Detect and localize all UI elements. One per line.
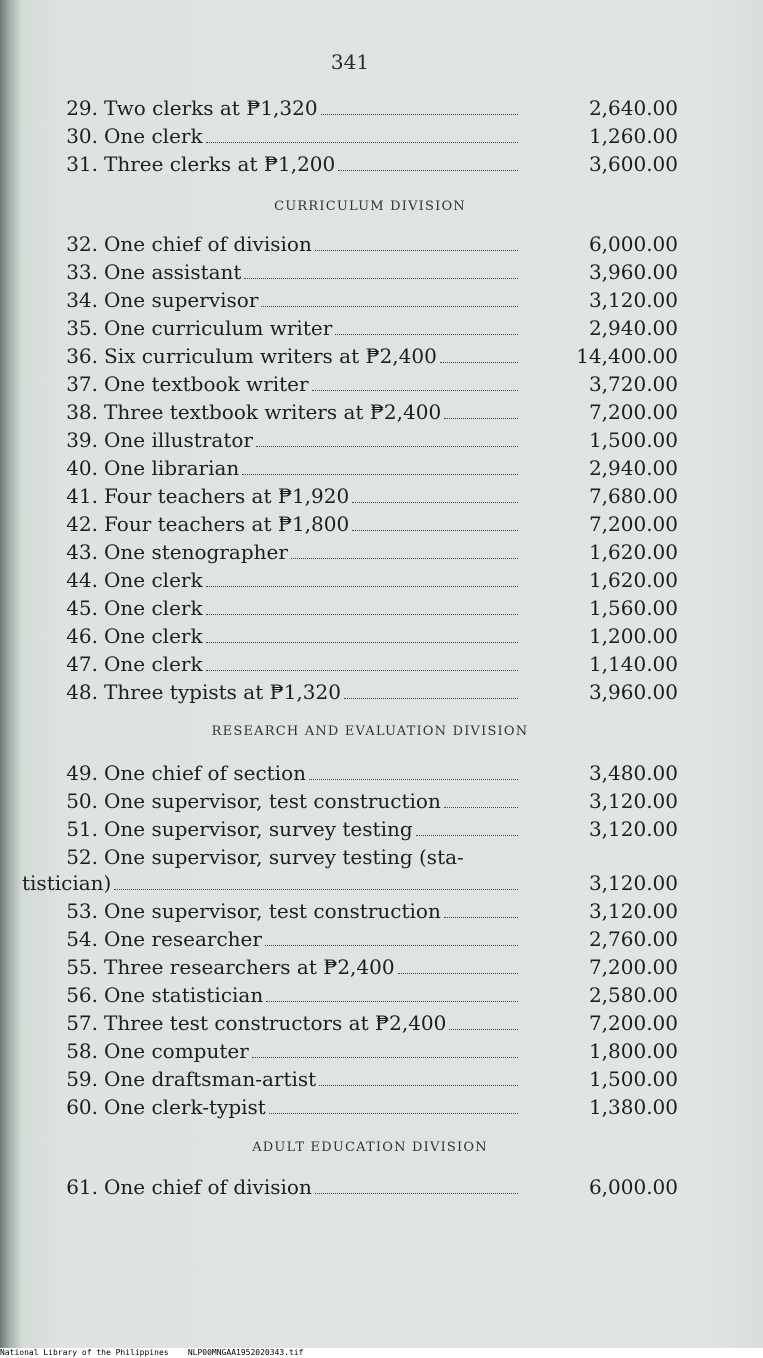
item-number: 61. bbox=[66, 1175, 98, 1199]
dot-leader bbox=[269, 1096, 518, 1114]
line-item bbox=[0, 566, 763, 594]
line-item bbox=[0, 1093, 763, 1121]
item-description: Three researchers at ₱2,400 bbox=[104, 955, 395, 979]
dot-leader bbox=[449, 1012, 518, 1030]
item-number: 59. bbox=[66, 1067, 98, 1091]
item-description: One illustrator bbox=[104, 428, 253, 452]
line-item bbox=[0, 622, 763, 650]
dot-leader bbox=[252, 1040, 518, 1058]
item-amount: 3,120.00 bbox=[588, 817, 678, 841]
item-description-continued: tistician) bbox=[22, 871, 112, 895]
dot-leader bbox=[315, 233, 518, 251]
item-amount: 1,500.00 bbox=[588, 428, 678, 452]
line-item bbox=[0, 759, 763, 787]
item-description: One draftsman-artist bbox=[104, 1067, 317, 1091]
item-number: 47. bbox=[66, 652, 98, 676]
item-amount: 3,120.00 bbox=[588, 789, 678, 813]
item-number: 48. bbox=[66, 680, 98, 704]
dot-leader bbox=[344, 681, 518, 699]
item-description: One clerk bbox=[104, 124, 203, 148]
line-item bbox=[0, 1037, 763, 1065]
item-description: One clerk bbox=[104, 596, 203, 620]
item-amount: 3,720.00 bbox=[588, 372, 678, 396]
dot-leader bbox=[416, 818, 518, 836]
dot-leader bbox=[315, 1176, 518, 1194]
line-item bbox=[0, 94, 763, 122]
item-amount: 2,940.00 bbox=[588, 316, 678, 340]
item-description: One clerk bbox=[104, 652, 203, 676]
item-amount: 1,140.00 bbox=[588, 652, 678, 676]
line-item bbox=[0, 594, 763, 622]
item-amount: 3,960.00 bbox=[588, 680, 678, 704]
item-number: 57. bbox=[66, 1011, 98, 1035]
item-number: 41. bbox=[66, 484, 98, 508]
dot-leader bbox=[266, 984, 518, 1002]
line-item bbox=[0, 1009, 763, 1037]
item-amount: 2,580.00 bbox=[588, 983, 678, 1007]
item-description: One researcher bbox=[104, 927, 262, 951]
item-amount: 3,960.00 bbox=[588, 260, 678, 284]
dot-leader bbox=[319, 1068, 518, 1086]
item-number: 30. bbox=[66, 124, 98, 148]
line-item bbox=[0, 426, 763, 454]
line-item bbox=[0, 897, 763, 925]
item-amount: 2,760.00 bbox=[588, 927, 678, 951]
item-description: One supervisor bbox=[104, 288, 259, 312]
item-description: One curriculum writer bbox=[104, 316, 333, 340]
item-number: 45. bbox=[66, 596, 98, 620]
item-number: 53. bbox=[66, 899, 98, 923]
heading-research-division: RESEARCH AND EVALUATION DIVISION bbox=[211, 724, 529, 739]
item-amount: 14,400.00 bbox=[576, 344, 678, 368]
item-description: One computer bbox=[104, 1039, 249, 1063]
line-item bbox=[0, 538, 763, 566]
item-number: 50. bbox=[66, 789, 98, 813]
item-description: One chief of division bbox=[104, 1175, 312, 1199]
item-number: 38. bbox=[66, 400, 98, 424]
dot-leader bbox=[206, 625, 518, 643]
item-description: One clerk bbox=[104, 624, 203, 648]
item-description: One clerk-typist bbox=[104, 1095, 266, 1119]
dot-leader bbox=[398, 956, 518, 974]
line-item bbox=[0, 454, 763, 482]
item-number: 29. bbox=[66, 96, 98, 120]
line-item-52-continued bbox=[0, 869, 763, 897]
line-item bbox=[0, 1065, 763, 1093]
dot-leader bbox=[312, 373, 518, 391]
item-description: Two clerks at ₱1,320 bbox=[104, 96, 318, 120]
item-amount: 2,940.00 bbox=[588, 456, 678, 480]
line-item bbox=[0, 230, 763, 258]
dot-leader bbox=[206, 125, 518, 143]
line-item bbox=[0, 398, 763, 426]
dot-leader bbox=[256, 429, 518, 447]
dot-leader bbox=[206, 653, 518, 671]
item-description: Three clerks at ₱1,200 bbox=[104, 152, 336, 176]
scan-footer bbox=[0, 1348, 763, 1358]
item-description: One stenographer bbox=[104, 540, 288, 564]
item-number: 33. bbox=[66, 260, 98, 284]
item-amount: 3,120.00 bbox=[588, 288, 678, 312]
item-amount: 1,380.00 bbox=[588, 1095, 678, 1119]
item-number: 43. bbox=[66, 540, 98, 564]
item-amount: 7,200.00 bbox=[588, 955, 678, 979]
line-item bbox=[0, 981, 763, 1009]
item-description: One chief of section bbox=[104, 761, 307, 785]
dot-leader bbox=[321, 97, 518, 115]
item-description: One statistician bbox=[104, 983, 264, 1007]
item-description: One supervisor, survey testing (sta- bbox=[104, 845, 464, 869]
item-number: 37. bbox=[66, 372, 98, 396]
dot-leader bbox=[444, 790, 518, 808]
line-item bbox=[0, 482, 763, 510]
item-number: 54. bbox=[66, 927, 98, 951]
item-description: Four teachers at ₱1,800 bbox=[104, 512, 350, 536]
item-number: 58. bbox=[66, 1039, 98, 1063]
item-description: Three test constructors at ₱2,400 bbox=[104, 1011, 447, 1035]
dot-leader bbox=[352, 485, 518, 503]
dot-leader bbox=[335, 317, 518, 335]
line-item bbox=[0, 342, 763, 370]
item-description: One supervisor, test construction bbox=[104, 789, 441, 813]
dot-leader bbox=[261, 289, 518, 307]
item-description: Three typists at ₱1,320 bbox=[104, 680, 341, 704]
dot-leader bbox=[309, 762, 518, 780]
item-number: 44. bbox=[66, 568, 98, 592]
line-item bbox=[0, 953, 763, 981]
line-item bbox=[0, 258, 763, 286]
dot-leader bbox=[244, 261, 518, 279]
page-number: 341 bbox=[330, 50, 370, 74]
dot-leader bbox=[242, 457, 518, 475]
item-description: One textbook writer bbox=[104, 372, 309, 396]
item-description: Six curriculum writers at ₱2,400 bbox=[104, 344, 437, 368]
item-description: One supervisor, test construction bbox=[104, 899, 441, 923]
line-item bbox=[0, 122, 763, 150]
item-number: 36. bbox=[66, 344, 98, 368]
item-number: 52. bbox=[66, 845, 98, 869]
footer-file: NLP00MNGAA1952020343.tif bbox=[187, 1348, 304, 1357]
item-number: 40. bbox=[66, 456, 98, 480]
item-amount: 2,640.00 bbox=[588, 96, 678, 120]
dot-leader bbox=[444, 401, 518, 419]
line-item bbox=[0, 150, 763, 178]
item-number: 35. bbox=[66, 316, 98, 340]
item-description: One assistant bbox=[104, 260, 242, 284]
item-amount: 1,620.00 bbox=[588, 540, 678, 564]
line-item bbox=[0, 925, 763, 953]
line-item bbox=[0, 510, 763, 538]
item-number: 39. bbox=[66, 428, 98, 452]
item-amount: 1,800.00 bbox=[588, 1039, 678, 1063]
item-amount: 1,500.00 bbox=[588, 1067, 678, 1091]
dot-leader bbox=[206, 597, 518, 615]
line-item bbox=[0, 650, 763, 678]
item-number: 55. bbox=[66, 955, 98, 979]
item-amount: 3,120.00 bbox=[588, 899, 678, 923]
item-amount: 3,600.00 bbox=[588, 152, 678, 176]
item-amount: 1,260.00 bbox=[588, 124, 678, 148]
item-number: 56. bbox=[66, 983, 98, 1007]
item-number: 49. bbox=[66, 761, 98, 785]
dot-leader bbox=[444, 900, 518, 918]
item-description: One chief of division bbox=[104, 232, 312, 256]
dot-leader bbox=[206, 569, 518, 587]
heading-curriculum-division: CURRICULUM DIVISION bbox=[274, 199, 466, 214]
item-number: 31. bbox=[66, 152, 98, 176]
line-item bbox=[0, 815, 763, 843]
item-amount: 3,120.00 bbox=[588, 871, 678, 895]
item-number: 32. bbox=[66, 232, 98, 256]
line-item bbox=[0, 314, 763, 342]
heading-adult-education-division: ADULT EDUCATION DIVISION bbox=[252, 1140, 488, 1155]
item-description: One clerk bbox=[104, 568, 203, 592]
item-amount: 6,000.00 bbox=[588, 1175, 678, 1199]
dot-leader bbox=[338, 153, 518, 171]
dot-leader bbox=[291, 541, 518, 559]
item-amount: 1,200.00 bbox=[588, 624, 678, 648]
dot-leader bbox=[114, 872, 518, 890]
dot-leader bbox=[265, 928, 518, 946]
line-item-52 bbox=[0, 843, 763, 871]
item-amount: 7,200.00 bbox=[588, 1011, 678, 1035]
item-description: One supervisor, survey testing bbox=[104, 817, 413, 841]
dot-leader bbox=[352, 513, 518, 531]
line-item bbox=[0, 370, 763, 398]
item-number: 51. bbox=[66, 817, 98, 841]
line-item bbox=[0, 286, 763, 314]
line-item bbox=[0, 787, 763, 815]
line-item bbox=[0, 678, 763, 706]
dot-leader bbox=[440, 345, 518, 363]
item-description: Three textbook writers at ₱2,400 bbox=[104, 400, 442, 424]
item-amount: 1,620.00 bbox=[588, 568, 678, 592]
item-amount: 1,560.00 bbox=[588, 596, 678, 620]
item-amount: 6,000.00 bbox=[588, 232, 678, 256]
item-amount: 7,200.00 bbox=[588, 400, 678, 424]
item-description: Four teachers at ₱1,920 bbox=[104, 484, 350, 508]
item-number: 46. bbox=[66, 624, 98, 648]
item-amount: 3,480.00 bbox=[588, 761, 678, 785]
footer-library: National Library of the Philippines bbox=[0, 1348, 169, 1357]
item-number: 34. bbox=[66, 288, 98, 312]
item-number: 60. bbox=[66, 1095, 98, 1119]
item-description: One librarian bbox=[104, 456, 240, 480]
item-amount: 7,680.00 bbox=[588, 484, 678, 508]
line-item bbox=[0, 1173, 763, 1201]
item-amount: 7,200.00 bbox=[588, 512, 678, 536]
item-number: 42. bbox=[66, 512, 98, 536]
